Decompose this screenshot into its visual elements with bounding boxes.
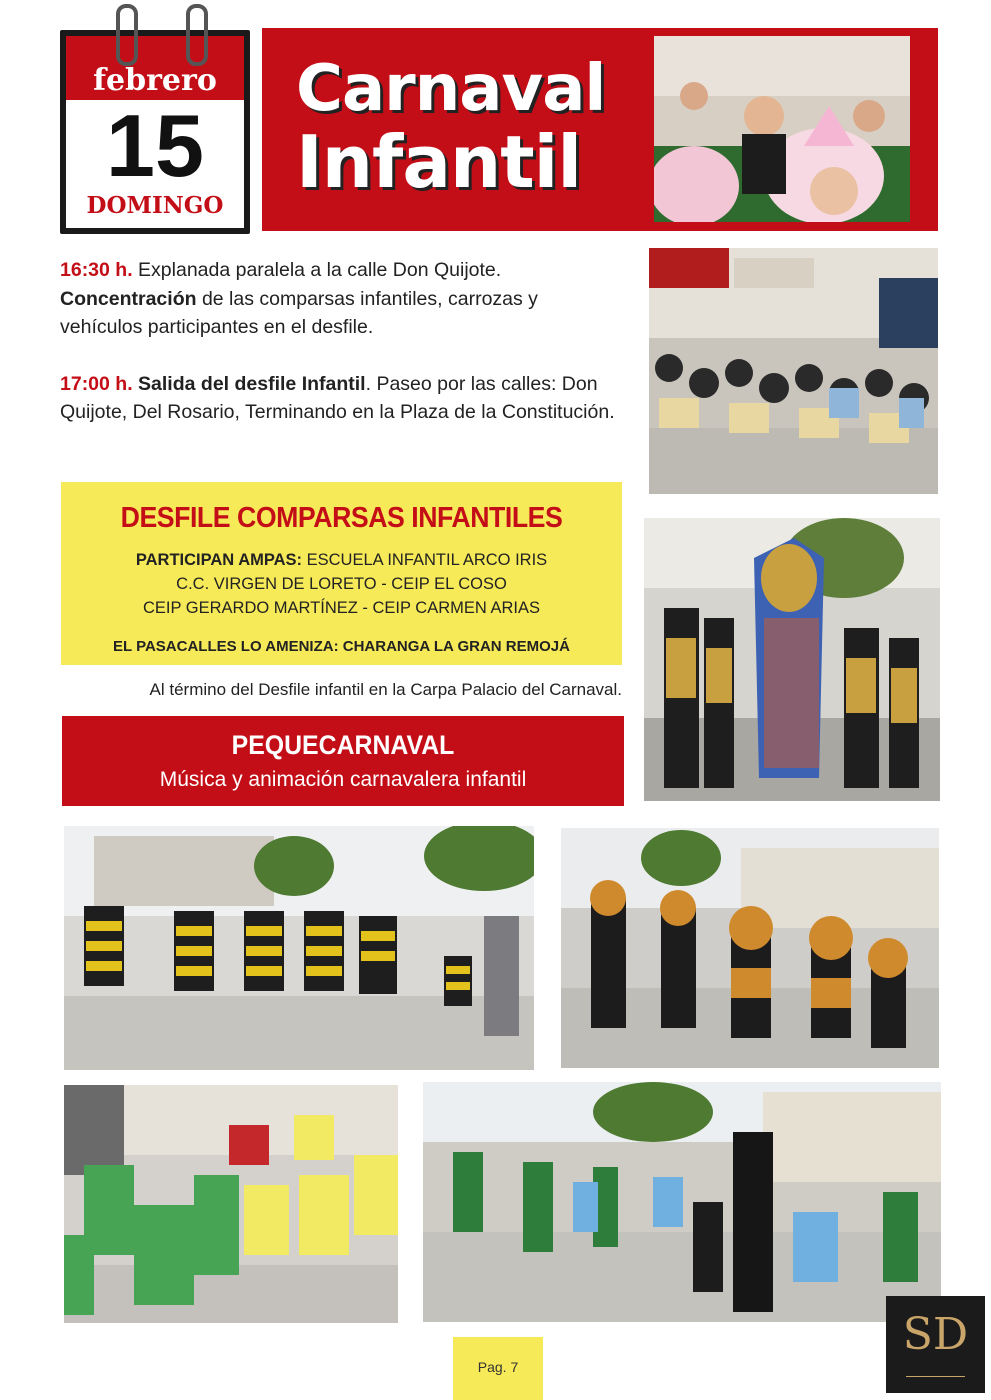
pequecarnaval-subtitle: Música y animación carnavalera infantil bbox=[159, 768, 527, 791]
pequecarnaval-title: PEQUECARNAVAL bbox=[231, 730, 455, 760]
calendar-day: 15 bbox=[106, 96, 204, 195]
schedule-text bbox=[60, 256, 620, 455]
pasacalles-line: EL PASACALLES LO AMENIZA: CHARANGA LA GRAN REMOJÁ bbox=[113, 638, 570, 655]
pharaoh-photo bbox=[644, 518, 940, 801]
brand-logo bbox=[886, 1296, 985, 1393]
after-note: Al término del Desfile infantil en la Carpa Palacio del Carnaval. bbox=[149, 680, 622, 699]
calendar-month: febrero bbox=[93, 63, 217, 98]
page-title: Carnaval Infantil bbox=[296, 52, 606, 204]
lions-photo bbox=[561, 828, 939, 1068]
pequecarnaval-box bbox=[62, 716, 624, 806]
desfile-box bbox=[61, 482, 622, 665]
header-banner bbox=[262, 28, 938, 231]
parade-photo bbox=[649, 248, 938, 494]
desfile-title: DESFILE COMPARSAS INFANTILES bbox=[120, 502, 563, 534]
calendar-frame bbox=[60, 30, 250, 234]
lego-photo bbox=[64, 1085, 398, 1323]
calendar-ring-icon bbox=[116, 4, 138, 66]
page-number: Pag. 7 bbox=[453, 1337, 543, 1400]
calendar-ring-icon bbox=[186, 4, 208, 66]
calendar-weekday: DOMINGO bbox=[86, 192, 224, 219]
date-calendar bbox=[60, 24, 250, 234]
header-photo bbox=[654, 36, 910, 222]
schedule-item: 17:00 h. Salida del desfile Infantil. Paseo por las calles: Don Quijote, Del Rosario, Terminando en la Plaza de la Constitución. bbox=[60, 372, 615, 423]
green-parade-photo bbox=[423, 1082, 941, 1322]
participants-line: CEIP GERARDO MARTÍNEZ - CEIP CARMEN ARIAS bbox=[143, 599, 540, 617]
bees-photo bbox=[64, 826, 534, 1070]
schedule-item: 16:30 h. Explanada paralela a la calle Don Quijote. Concentración de las comparsas infantiles, carrozas y vehículos participantes en el desfile. bbox=[60, 259, 538, 338]
participants-line: C.C. VIRGEN DE LORETO - CEIP EL COSO bbox=[176, 575, 507, 593]
participants-line: PARTICIPAN AMPAS: ESCUELA INFANTIL ARCO IRIS bbox=[135, 551, 548, 569]
logo-mark: SD bbox=[902, 1309, 969, 1360]
